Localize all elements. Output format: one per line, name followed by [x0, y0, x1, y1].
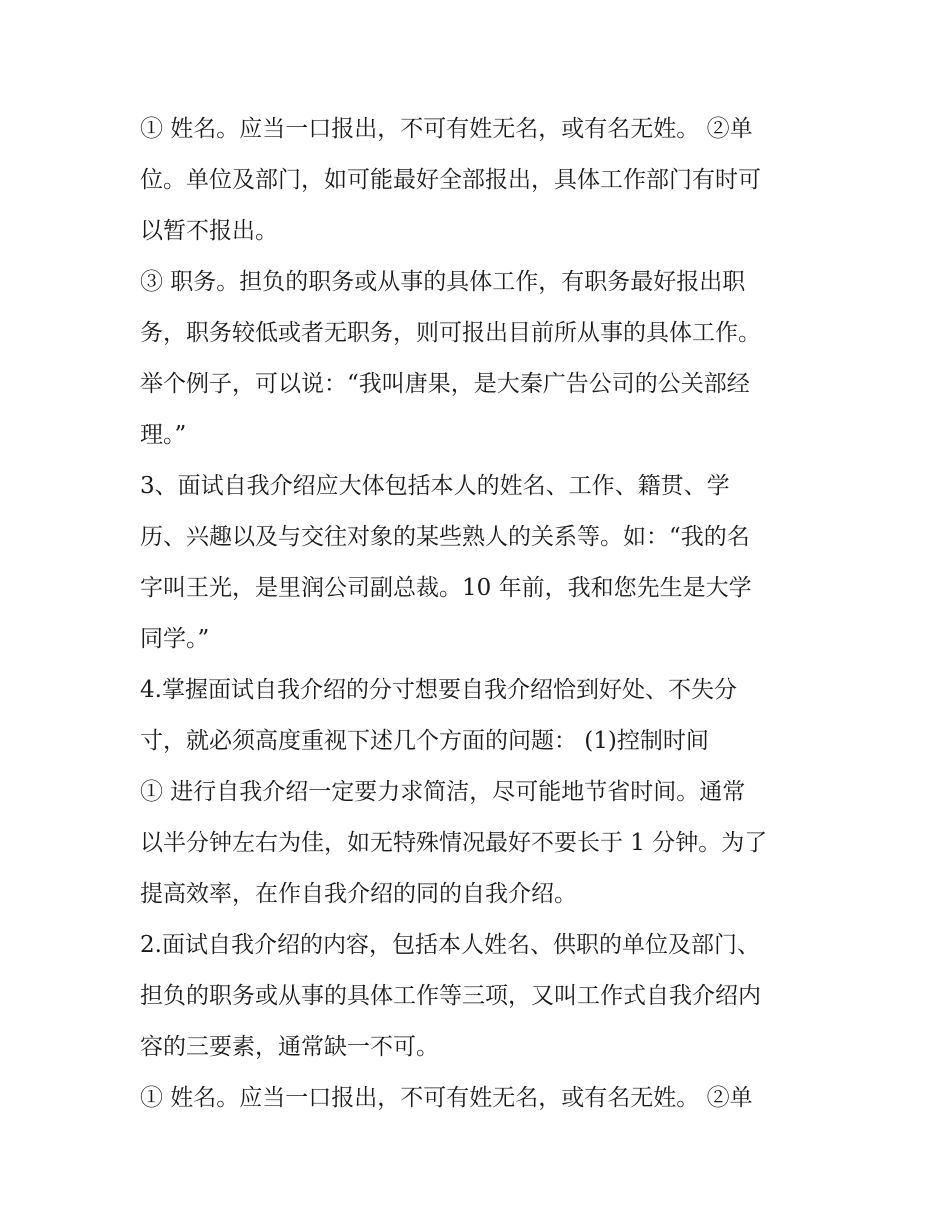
text-line: 4.掌握面试自我介绍的分寸想要自我介绍恰到好处、不失分 [140, 677, 737, 703]
text-line: 以半分钟左右为佳，如无特殊情况最好不要长于 1 分钟。为了 [140, 830, 768, 856]
text-line: 3、面试自我介绍应大体包括本人的姓名、工作、籍贯、学 [140, 473, 730, 499]
text-line: ① 姓名。应当一口报出，不可有姓无名，或有名无姓。 ②单 [140, 116, 753, 142]
text-line: ① 姓名。应当一口报出，不可有姓无名，或有名无姓。 ②单 [140, 1085, 753, 1111]
text-line: 历、兴趣以及与交往对象的某些熟人的关系等。如：“我的名 [140, 524, 750, 550]
text-line: 位。单位及部门，如可能最好全部报出，具体工作部门有时可 [140, 167, 761, 193]
text-line: 以暂不报出。 [140, 218, 278, 244]
text-line: 字叫王光，是里润公司副总裁。10 年前，我和您先生是大学 [140, 575, 752, 601]
text-line: 务，职务较低或者无职务，则可报出目前所从事的具体工作。 [140, 320, 761, 346]
text-line: ③ 职务。担负的职务或从事的具体工作，有职务最好报出职 [140, 269, 746, 295]
text-line: 举个例子，可以说：“我叫唐果，是大秦广告公司的公关部经 [140, 371, 750, 397]
text-line: 寸，就必须高度重视下述几个方面的问题： (1)控制时间 [140, 728, 709, 754]
text-line: 理。” [140, 422, 187, 448]
text-line: 担负的职务或从事的具体工作等三项，又叫工作式自我介绍内 [140, 983, 761, 1009]
text-line: 同学。” [140, 626, 210, 652]
text-line: 提高效率，在作自我介绍的同的自我介绍。 [140, 881, 577, 907]
document-body [140, 104, 820, 1124]
text-line: 容的三要素，通常缺一不可。 [140, 1034, 439, 1060]
text-line: 2.面试自我介绍的内容，包括本人姓名、供职的单位及部门、 [140, 932, 760, 958]
text-line: ① 进行自我介绍一定要力求简洁，尽可能地节省时间。通常 [140, 779, 746, 805]
